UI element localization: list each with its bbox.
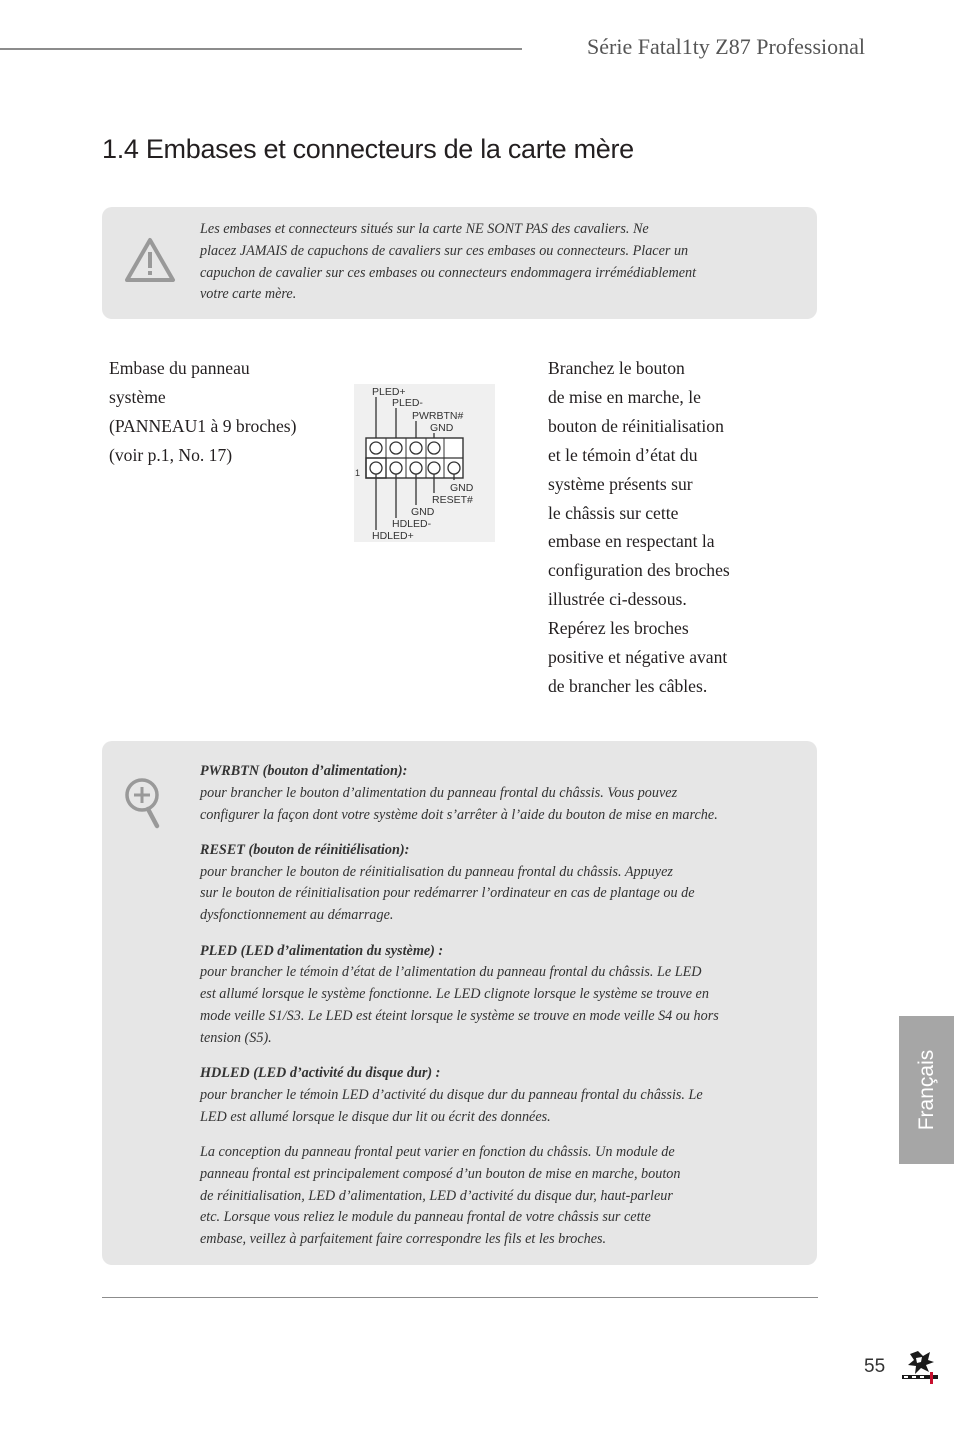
panel-header-pin-diagram — [354, 384, 495, 542]
description-line: Repérez les broches — [548, 618, 689, 639]
note-line: dysfonctionnement au démarrage. — [200, 907, 394, 924]
description-line: positive et négative avant — [548, 647, 728, 668]
note-line: pour brancher le bouton d’alimentation du panneau frontal du châssis. Vous pouvez — [200, 784, 678, 801]
connector-label-line: (voir p.1, No. 17) — [109, 445, 233, 465]
connector-description — [548, 354, 788, 701]
footer-rule — [102, 1297, 818, 1298]
note-line: pour brancher le témoin d’état de l’alimentation du panneau frontal du châssis. Le LED — [200, 964, 702, 981]
pin-label-pwrbtn: PWRBTN# — [412, 410, 464, 422]
fatal1ty-logo-icon — [896, 1348, 946, 1388]
pin-label-hdled-plus: HDLED+ — [372, 530, 414, 542]
note-line: embase, veillez à parfaitement faire correspondre les fils et les broches. — [200, 1231, 607, 1248]
note-line: tension (S5). — [200, 1029, 272, 1046]
pin-label-hdled-minus: HDLED- — [392, 518, 432, 530]
note-line: de réinitialisation, LED d’alimentation, LED d’activité du disque dur, haut-parleur — [200, 1187, 673, 1204]
description-line: embase en respectant la — [548, 531, 715, 552]
note-line: La conception du panneau frontal peut varier en fonction du châssis. Un module de — [200, 1143, 675, 1160]
description-line: illustrée ci-dessous. — [548, 589, 687, 610]
page-number: 55 — [864, 1356, 886, 1377]
note-item-pled — [200, 941, 760, 1050]
warning-line: votre carte mère. — [200, 286, 297, 303]
note-item-hdled — [200, 1063, 760, 1128]
description-line: Branchez le bouton — [548, 358, 685, 378]
connector-label — [109, 354, 349, 470]
section-title: 1.4 Embases et connecteurs de la carte mère — [102, 134, 634, 164]
warning-line: placez JAMAIS de capuchons de cavaliers sur ces embases ou connecteurs. Placer un — [200, 242, 689, 259]
note-item-reset — [200, 840, 760, 927]
warning-line: Les embases et connecteurs situés sur la carte NE SONT PAS des cavaliers. Ne — [200, 221, 649, 237]
note-term: PLED (LED d’alimentation du système) : — [200, 942, 444, 959]
description-line: système présents sur — [548, 473, 693, 494]
language-tab-label: Français — [914, 1049, 938, 1131]
connector-label-line: (PANNEAU1 à 9 broches) — [109, 416, 297, 436]
warning-text — [200, 219, 760, 306]
note-term: HDLED (LED d’activité du disque dur) : — [200, 1065, 441, 1082]
note-line: LED est allumé lorsque le disque dur lit ou écrit des données. — [200, 1108, 551, 1125]
magnifier-plus-icon — [124, 777, 164, 829]
note-line: configurer la façon dont votre système doit s’arrêter à l’aide du bouton de mise en marche. — [200, 806, 718, 823]
note-line: mode veille S1/S3. Le LED est éteint lorsque le système se trouve en mode veille S4 ou hors — [200, 1007, 719, 1024]
note-item-pwrbtn — [200, 761, 760, 826]
note-line: pour brancher le témoin LED d’activité du disque dur du panneau frontal du châssis. Le — [200, 1086, 703, 1103]
note-line: panneau frontal est principalement composé d’un bouton de mise en marche, bouton — [200, 1165, 681, 1182]
note-box — [102, 741, 817, 1265]
note-closing — [200, 1142, 760, 1251]
pin-label-reset: RESET# — [432, 494, 473, 506]
pin-label-pled-plus: PLED+ — [372, 386, 406, 398]
note-term: RESET (bouton de réinitiélisation): — [200, 841, 410, 858]
connector-label-line: système — [109, 387, 166, 407]
pin-label-gnd-bottom: GND — [411, 506, 435, 518]
description-line: configuration des broches — [548, 560, 730, 581]
note-line: est allumé lorsque le système fonctionne. Le LED clignote lorsque le système se trouve en — [200, 986, 709, 1003]
warning-box — [102, 207, 817, 319]
description-line: le châssis sur cette — [548, 502, 679, 523]
warning-line: capuchon de cavalier sur ces embases ou connecteurs endommagera irrémédiablement — [200, 264, 697, 281]
note-line: sur le bouton de réinitialisation pour redémarrer l’ordinateur en cas de plantage ou de — [200, 885, 695, 902]
note-term: PWRBTN (bouton d’alimentation): — [200, 763, 408, 779]
pin-label-pled-minus: PLED- — [392, 397, 423, 409]
header-rule — [0, 48, 522, 50]
pin-label-gnd-right: GND — [450, 482, 474, 494]
description-line: de mise en marche, le — [548, 386, 701, 407]
note-body — [200, 761, 760, 1264]
pin-one-marker: 1 — [355, 468, 361, 478]
series-title: Série Fatal1ty Z87 Professional — [587, 34, 866, 59]
description-line: de brancher les câbles. — [548, 675, 708, 696]
note-line: etc. Lorsque vous reliez le module du panneau frontal de votre châssis sur cette — [200, 1209, 651, 1226]
description-line: et le témoin d’état du — [548, 444, 698, 465]
language-tab — [899, 1016, 954, 1164]
description-line: bouton de réinitialisation — [548, 415, 724, 436]
connector-label-line: Embase du panneau — [109, 358, 250, 378]
note-line: pour brancher le bouton de réinitialisation du panneau frontal du châssis. Appuyez — [200, 863, 673, 880]
pin-label-gnd-top: GND — [430, 422, 454, 434]
warning-triangle-icon — [124, 237, 176, 283]
